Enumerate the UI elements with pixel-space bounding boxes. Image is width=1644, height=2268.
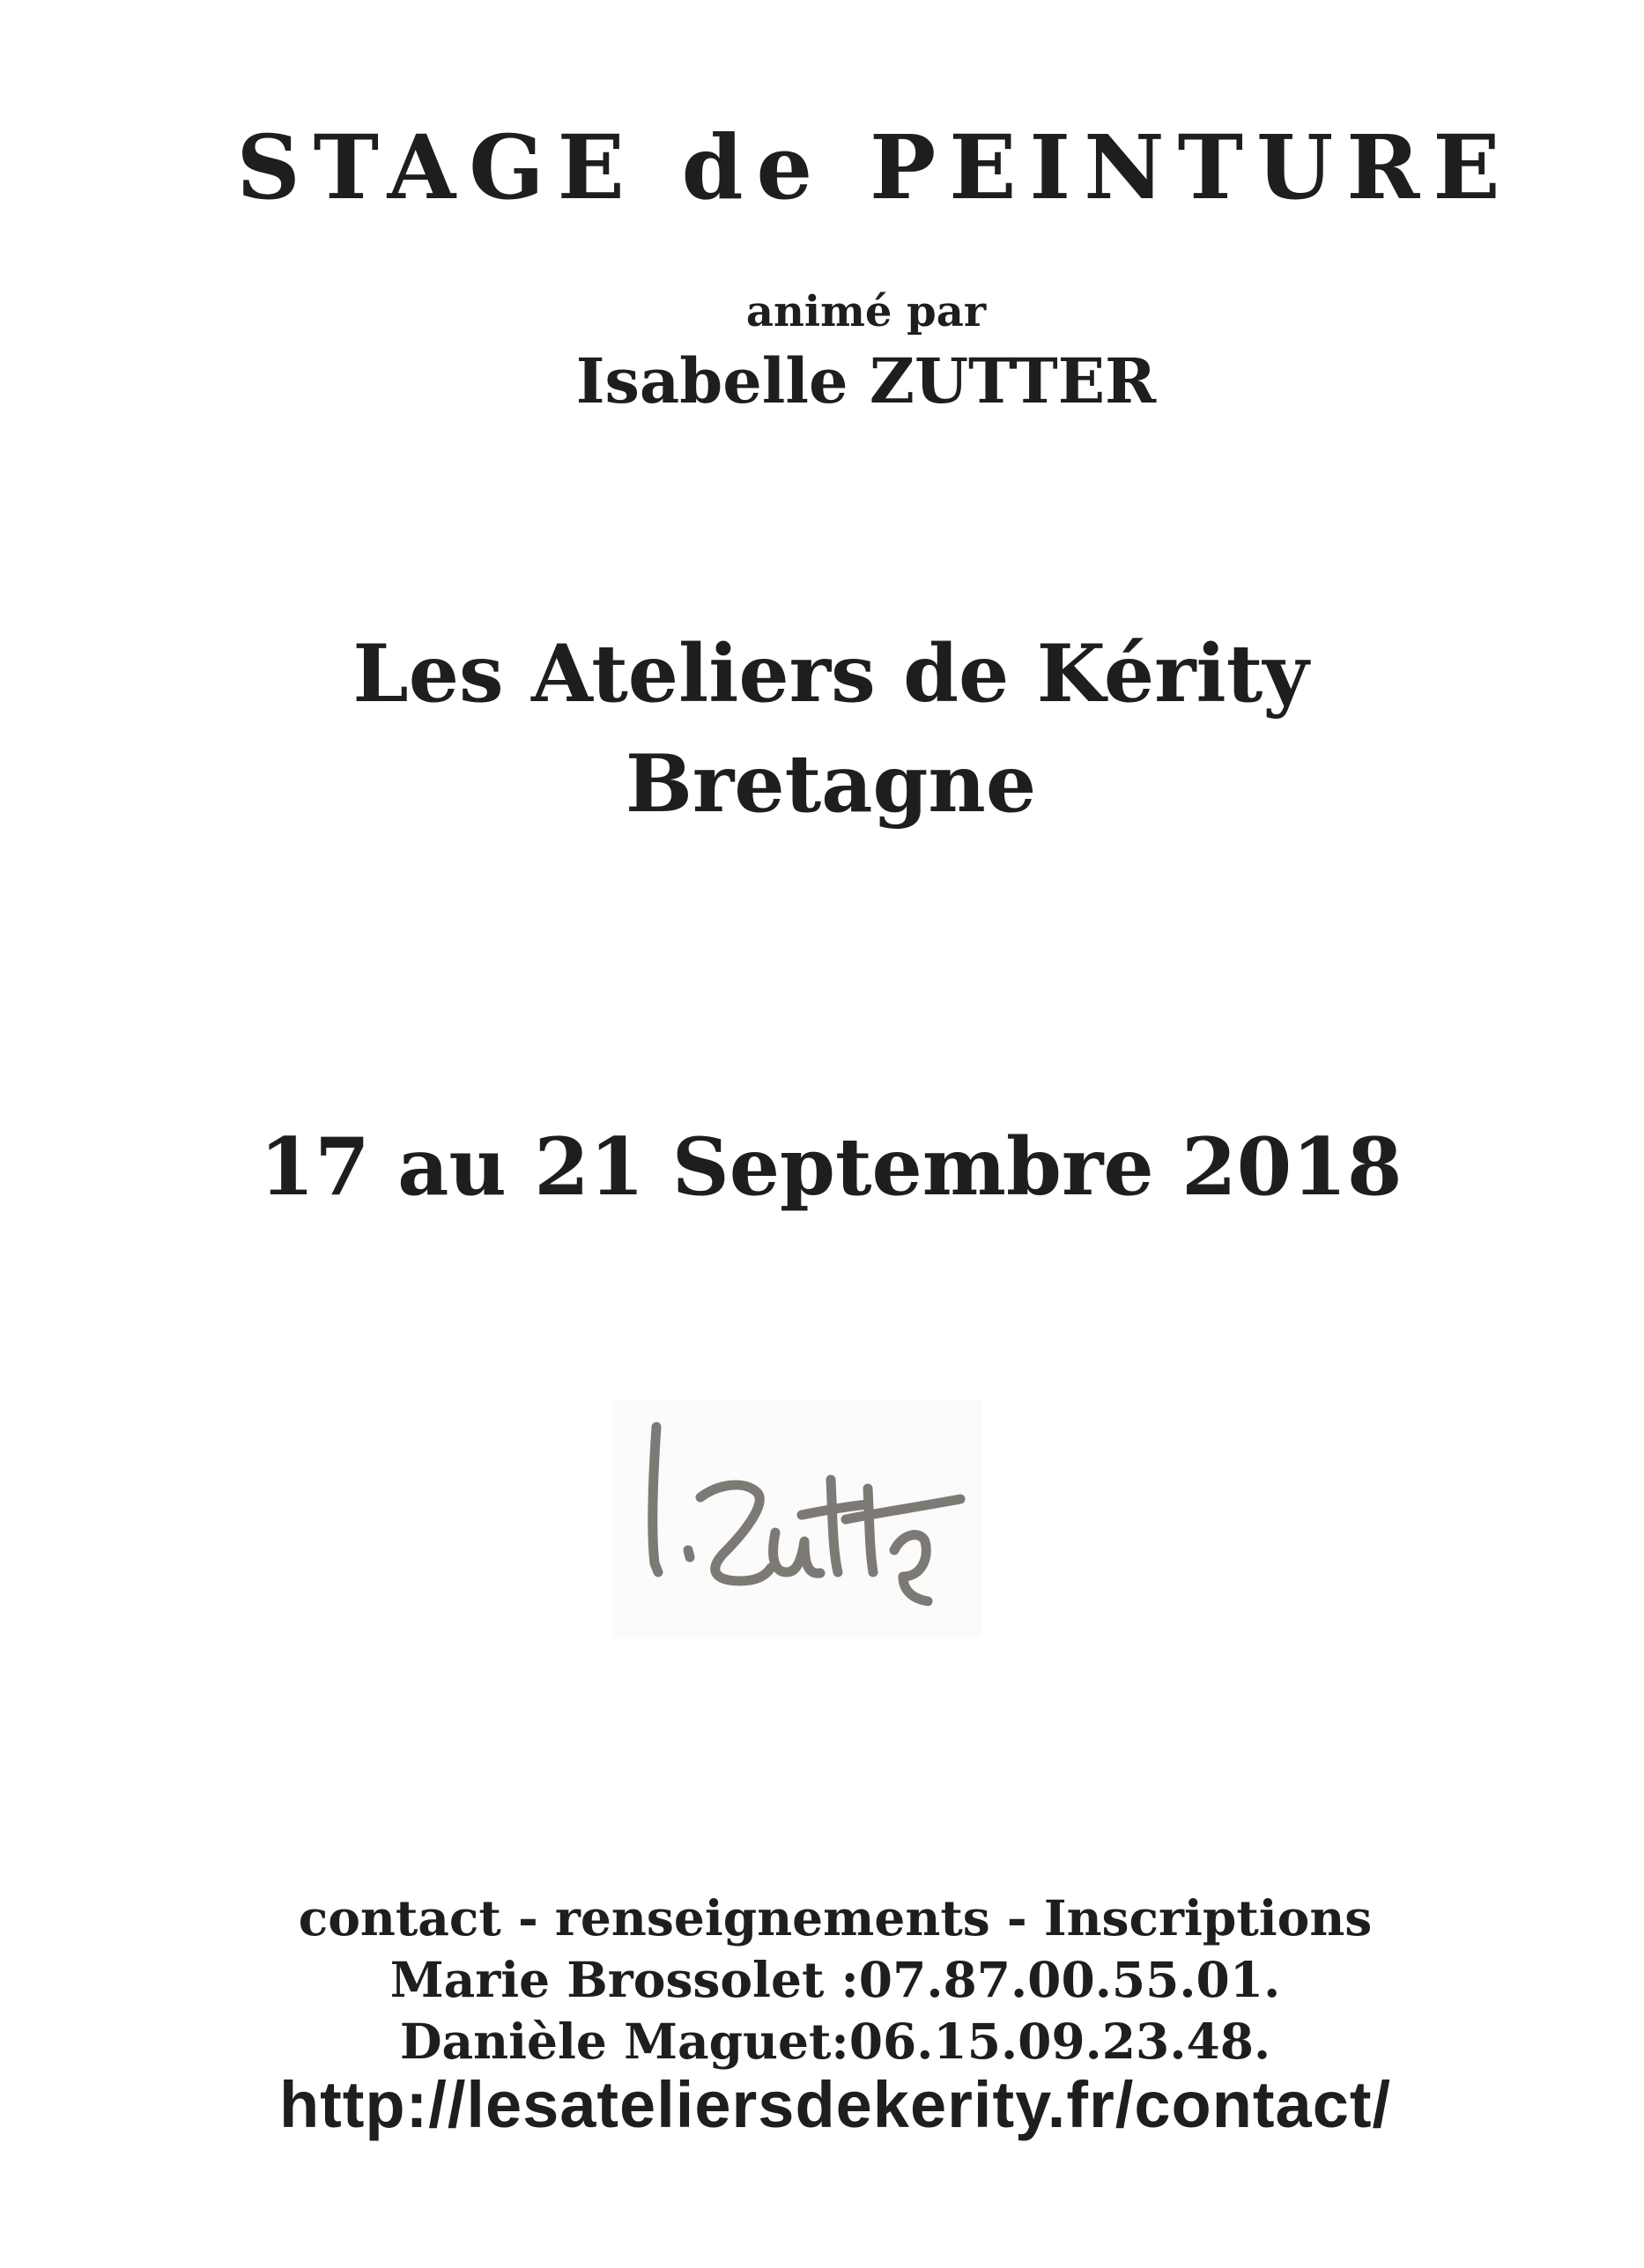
contact-heading: contact - renseignements - Inscriptions bbox=[298, 1889, 1373, 1947]
byline-text: animé par bbox=[745, 287, 987, 336]
venue-region: Bretagne bbox=[625, 737, 1037, 831]
event-dates: 17 au 21 Septembre 2018 bbox=[259, 1120, 1403, 1214]
contact-line-daniele: Danièle Maguet:06.15.09.23.48. bbox=[399, 2013, 1271, 2070]
website-link[interactable]: http://lesateliersdekerity.fr/contact/ bbox=[278, 2068, 1392, 2141]
poster-title: STAGE de PEINTURE bbox=[236, 115, 1514, 219]
contact-line-marie: Marie Brossolet :07.87.00.55.01. bbox=[389, 1951, 1281, 2008]
artist-name: Isabelle ZUTTER bbox=[575, 344, 1157, 417]
artist-signature bbox=[612, 1400, 982, 1638]
venue-name: Les Ateliers de Kérity bbox=[352, 627, 1309, 720]
